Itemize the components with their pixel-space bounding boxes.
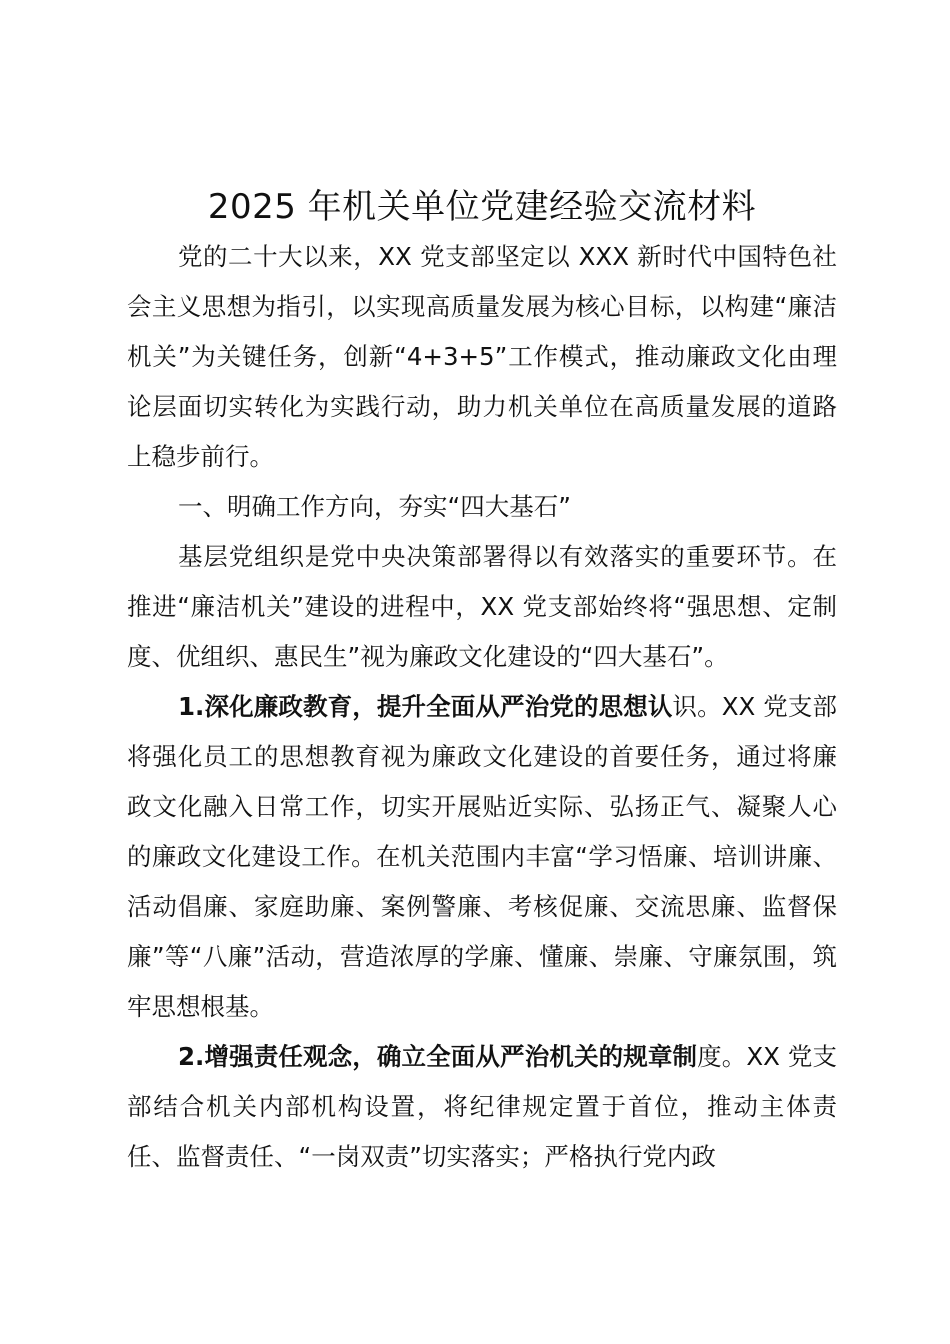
item-1-body: 识。XX 党支部将强化员工的思想教育视为廉政文化建设的首要任务，通过将廉政文化融入日常工作，切实开展贴近实际、弘扬正气、凝聚人心的廉政文化建设工作。在机关范围内丰富“学习悟廉、培训讲廉、活动倡廉、家庭助廉、案例警廉、考核促廉、交流思廉、监督保廉”等“八廉”活动，营造浓厚的学廉、懂廉、崇廉、守廉氛围，筑牢思想根基。 [127,692,837,1021]
section-1-paragraph: 基层党组织是党中央决策部署得以有效落实的重要环节。在推进“廉洁机关”建设的进程中，XX 党支部始终将“强思想、定制度、优组织、惠民生”视为廉政文化建设的“四大基石”。 [127,542,837,671]
item-2-body: 度。XX 党支部结合机关内部机构设置，将纪律规定置于首位，推动主体责任、监督责任、“一岗双责”切实落实；严格执行党内政 [127,1042,837,1171]
document-title: 2025 年机关单位党建经验交流材料 [207,187,757,227]
item-1-lead: 1.深化廉政教育，提升全面从严治党的思想认 [178,692,673,721]
document-body [127,182,837,1182]
item-2-lead: 2.增强责任观念，确立全面从严治机关的规章制 [178,1042,698,1071]
item-2-paragraph [127,1032,837,1182]
section-1-heading: 一、明确工作方向，夯实“四大基石” [178,492,571,521]
item-1-paragraph [127,682,837,1032]
intro-paragraph: 党的二十大以来，XX 党支部坚定以 XXX 新时代中国特色社会主义思想为指引，以实现高质量发展为核心目标，以构建“廉洁机关”为关键任务，创新“4+3+5”工作模式，推动廉政文化由理论层面切实转化为实践行动，助力机关单位在高质量发展的道路上稳步前行。 [127,242,837,471]
